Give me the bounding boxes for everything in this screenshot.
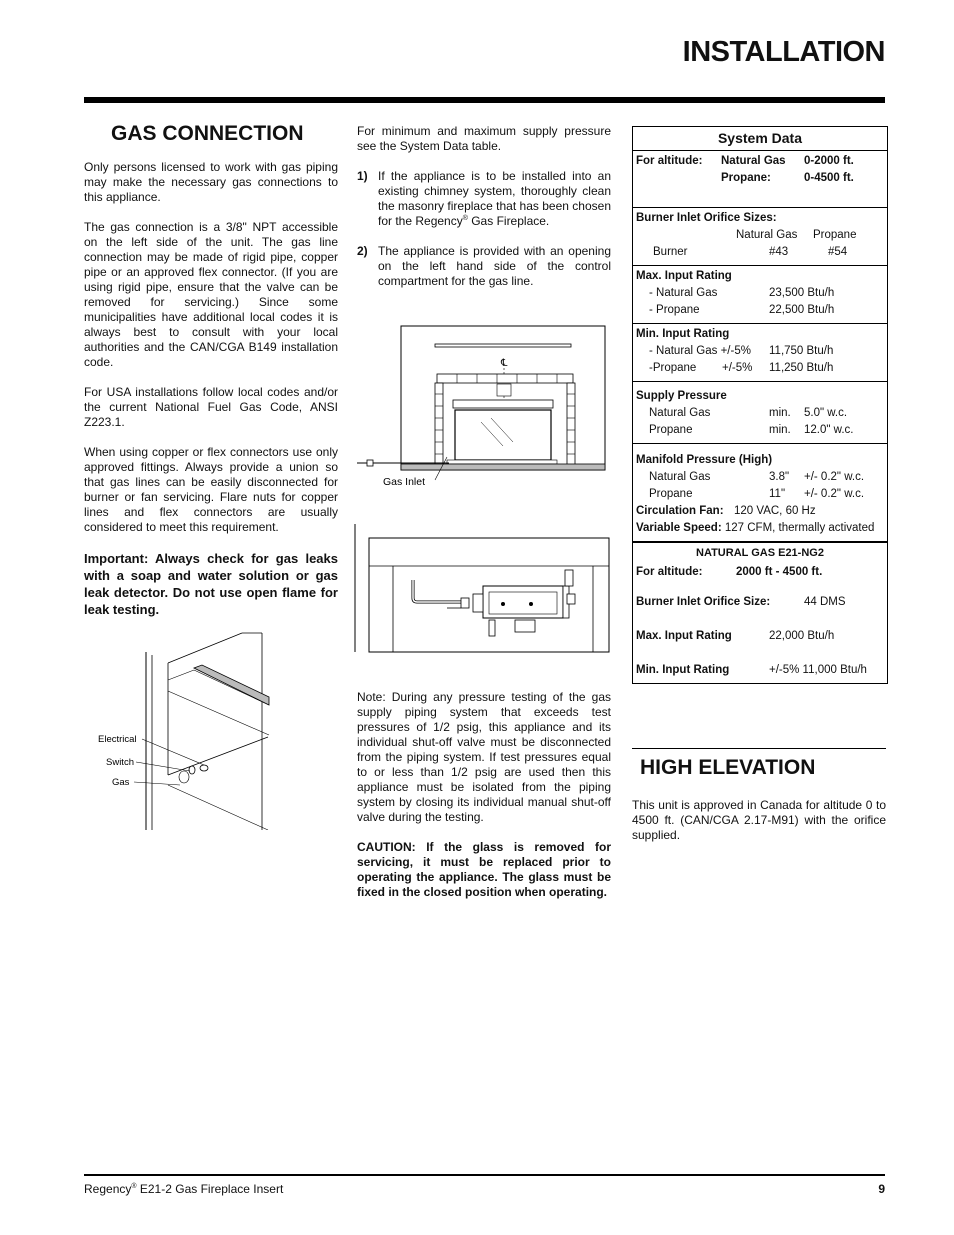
side-view-figure [84, 625, 284, 830]
gas-inlet-label: Gas Inlet [383, 476, 426, 488]
paragraph: For USA installations follow local codes and/or the current National Fuel Gas Code, ANSI Z223.1. [84, 385, 338, 429]
manifold-block: Manifold Pressure (High) Natural Gas 3.8" +/- 0.2" w.c. Propane 11" +/- 0.2" w.c. Circulation Fan: 120 VAC, 60 Hz Variable Speed: 127 CFM, thermally activated [633, 444, 887, 542]
front-view-figure [357, 322, 617, 497]
footer-product: Regency® E21-2 Gas Fireplace Insert [84, 1182, 284, 1196]
system-data-title: System Data [633, 127, 887, 151]
page-number: 9 [878, 1182, 885, 1196]
note-paragraph: Note: During any pressure testing of the gas supply piping system that exceeds test pressures of 1/2 psig, this appliance and its individual shut-off valve must be disconnected from the piping system. If test pressures equal to or less than 1/2 psig are used then this appliance must be isolated from the piping system by closing its individual manual shut-off valve during the testing. [357, 690, 611, 824]
intro-paragraph: For minimum and maximum supply pressure see the System Data table. [357, 124, 611, 153]
paragraph: When using copper or flex connectors use only approved fittings. Always provide a union so that gas lines can be easily disconnected for burner or fan servicing. Flare nuts for copper lines and flex connectors are usually considered to meet this requirement. [84, 445, 338, 534]
header-rule [84, 97, 885, 103]
ng2-block: NATURAL GAS E21-NG2 For altitude: 2000 ft - 4500 ft. Burner Inlet Orifice Size: 44 DMS Max. Input Rating 22,000 Btu/h Min. Input Rating +/-5% 11,000 Btu/h [633, 542, 887, 683]
centerline-mark: ℄ [501, 358, 508, 369]
gas-label: Gas [112, 777, 130, 788]
page-title: INSTALLATION [682, 36, 885, 68]
gas-connection-heading: GAS CONNECTION [111, 122, 304, 145]
column-2-lower-text [357, 690, 611, 915]
valve-detail-figure [353, 520, 618, 660]
switch-label: Switch [106, 757, 134, 768]
footer-rule [84, 1174, 885, 1176]
column-1-text [84, 160, 338, 633]
system-data-table [632, 126, 888, 684]
list-item: 1) If the appliance is to be installed into an existing chimney system, thoroughly clean the masonry fireplace that has been chosen for the Regency® Gas Fireplace. [357, 169, 611, 228]
important-warning: Important: Always check for gas leaks with a soap and water solution or gas leak detector. Do not use open flame for leak testing. [84, 551, 338, 617]
orifice-block: Burner Inlet Orifice Sizes: Natural Gas Propane Burner #43 #54 [633, 208, 887, 266]
paragraph: Only persons licensed to work with gas piping may make the necessary gas connections to this appliance. [84, 160, 338, 204]
paragraph: The gas connection is a 3/8" NPT accessible on the left side of the unit. The gas line connection may be made of rigid pipe, copper pipe or an approved flex connector. (If you are using rigid pipe, ensure that the valve can be removed for servicing.) Since some municipalities have additional local codes it is always best to consult with your local authorities and the CAN/CGA B149 installation code. [84, 220, 338, 369]
high-elevation-heading: HIGH ELEVATION [640, 756, 816, 779]
list-item: 2) The appliance is provided with an opening on the left hand side of the control compartment for the gas line. [357, 244, 611, 288]
altitude-block: For altitude: Natural Gas 0-2000 ft. Propane: 0-4500 ft. [633, 151, 887, 208]
min-input-block: Min. Input Rating - Natural Gas +/-5% 11,750 Btu/h -Propane +/-5% 11,250 Btu/h [633, 324, 887, 382]
caution-paragraph: CAUTION: If the glass is removed for servicing, it must be replaced prior to operating the appliance. The glass must be fixed in the closed position when operating. [357, 840, 611, 899]
electrical-label: Electrical [98, 734, 137, 745]
column-2-text [357, 124, 611, 304]
supply-pressure-block: Supply Pressure Natural Gas min. 5.0" w.c. Propane min. 12.0" w.c. [633, 382, 887, 444]
high-elevation-rule [632, 748, 886, 749]
high-elevation-text: This unit is approved in Canada for altitude 0 to 4500 ft. (CAN/CGA 2.17-M91) with the orifice supplied. [632, 798, 886, 842]
max-input-block: Max. Input Rating - Natural Gas 23,500 Btu/h - Propane 22,500 Btu/h [633, 266, 887, 324]
